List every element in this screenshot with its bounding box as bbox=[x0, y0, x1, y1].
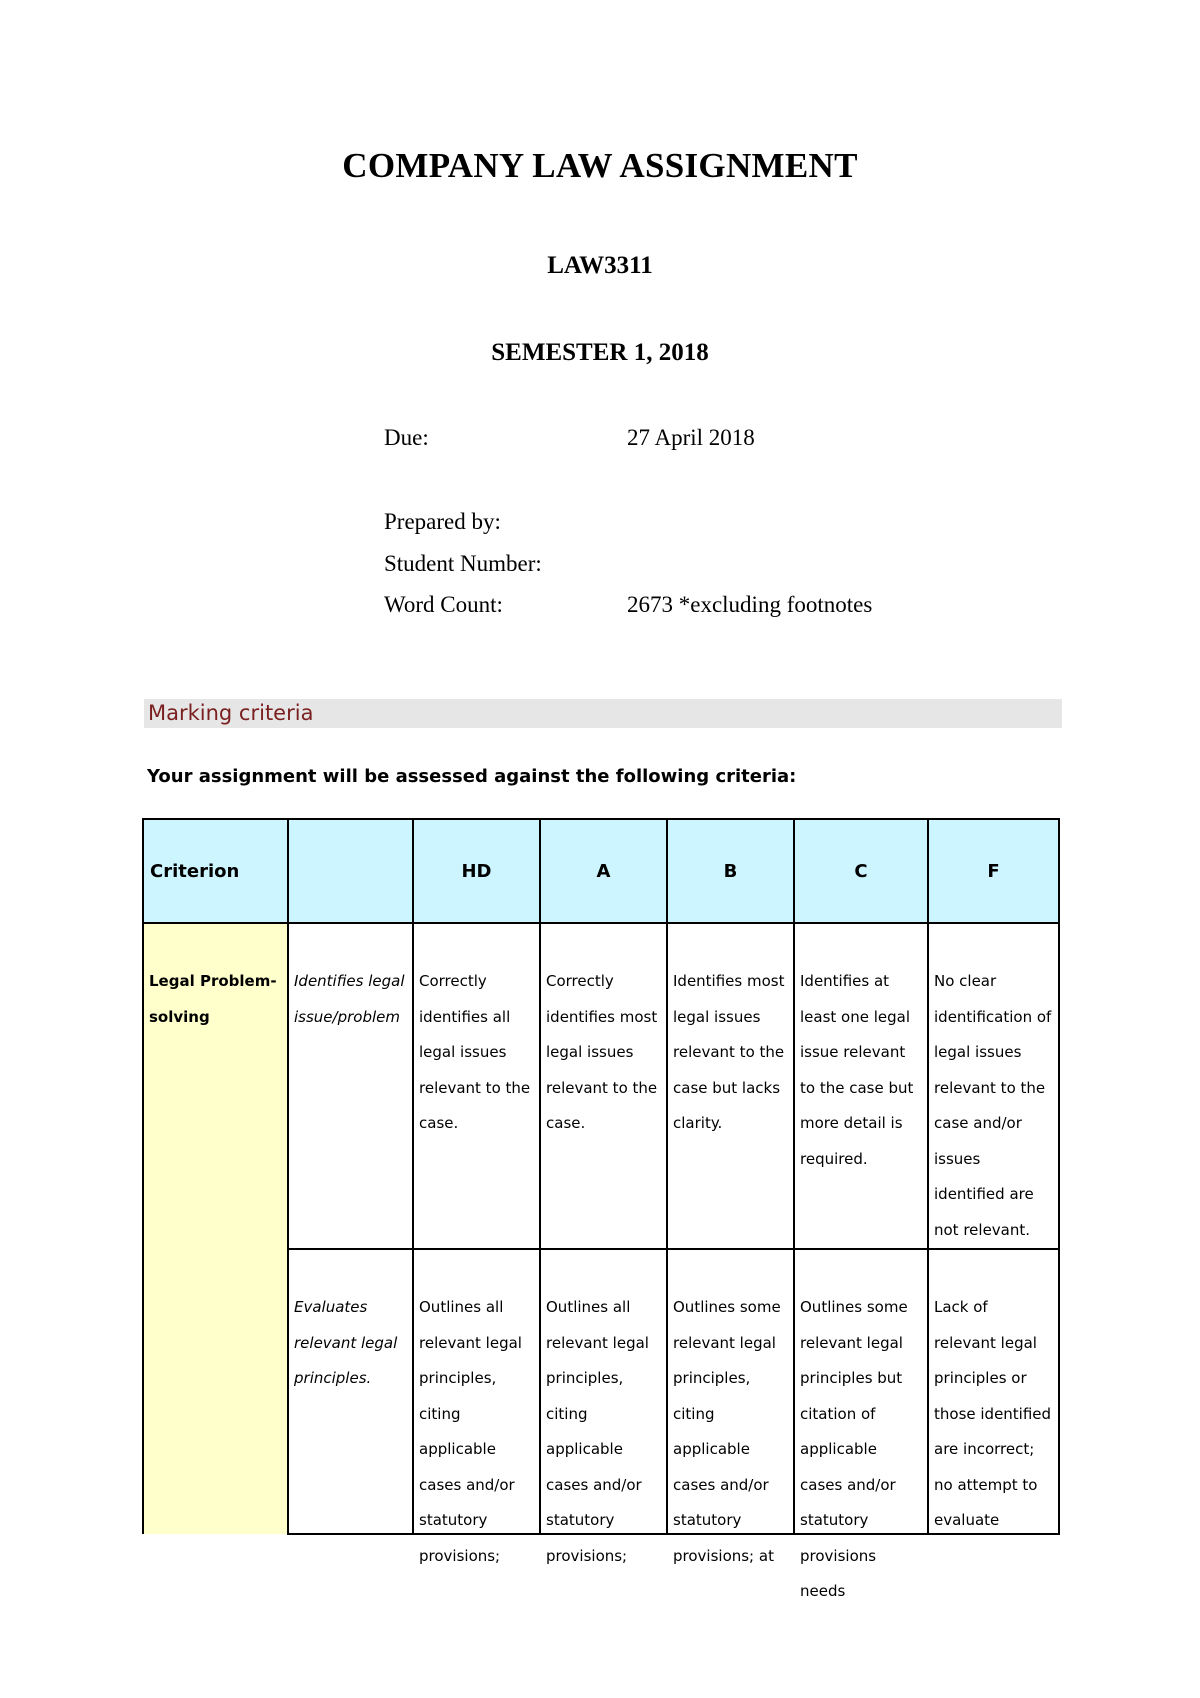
due-value: 27 April 2018 bbox=[627, 425, 755, 450]
course-code: LAW3311 bbox=[547, 252, 653, 279]
grade-c-cell bbox=[794, 1249, 928, 1600]
header-c: C bbox=[794, 819, 928, 923]
grade-a-cell: Correctly identifies most legal issues relevant to the case. bbox=[540, 923, 667, 1249]
sub-criterion: Identifies legal issue/problem bbox=[288, 923, 413, 1249]
student-number-label: Student Number: bbox=[384, 551, 542, 576]
sub-criterion bbox=[288, 1249, 413, 1534]
marking-criteria-table bbox=[142, 818, 1060, 1600]
cell-text: Outlines some relevant legal principles but citation of applicable cases and/or statutory provisions needs bbox=[800, 1298, 908, 1600]
cell-text: Evaluates relevant legal principles. bbox=[294, 1298, 398, 1387]
document-title: COMPANY LAW ASSIGNMENT bbox=[342, 146, 858, 185]
table-row bbox=[143, 923, 1059, 1249]
header-criterion: Criterion bbox=[143, 819, 288, 923]
due-label: Due: bbox=[384, 425, 429, 450]
word-count-value: 2673 *excluding footnotes bbox=[627, 592, 873, 617]
cell-text: Outlines all relevant legal principles, citing applicable cases and/or statutory provisions; bbox=[546, 1298, 649, 1565]
criterion-legal-problem-solving: Legal Problem-solving bbox=[143, 923, 288, 1534]
grade-hd-cell: Correctly identifies all legal issues relevant to the case. bbox=[413, 923, 540, 1249]
header-hd: HD bbox=[413, 819, 540, 923]
grade-f-cell bbox=[928, 1249, 1059, 1534]
cell-text: Outlines some relevant legal principles, citing applicable cases and/or statutory provisions; at bbox=[673, 1298, 781, 1565]
prepared-by-label: Prepared by: bbox=[384, 509, 501, 534]
intro-text: Your assignment will be assessed against the following criteria: bbox=[147, 766, 797, 787]
word-count-label: Word Count: bbox=[384, 592, 503, 617]
grade-c-cell: Identifies at least one legal issue relevant to the case but more detail is required. bbox=[794, 923, 928, 1249]
cell-text: Lack of relevant legal principles or those identified are incorrect; no attempt to evaluate bbox=[934, 1298, 1052, 1529]
table-header-row bbox=[143, 819, 1059, 923]
grade-b-cell bbox=[667, 1249, 794, 1565]
grade-f-cell: No clear identification of legal issues relevant to the case and/or issues identified are not relevant. bbox=[928, 923, 1059, 1249]
cell-text: Outlines all relevant legal principles, citing applicable cases and/or statutory provisions; bbox=[419, 1298, 522, 1565]
semester-heading: SEMESTER 1, 2018 bbox=[491, 339, 709, 366]
header-a: A bbox=[540, 819, 667, 923]
header-b: B bbox=[667, 819, 794, 923]
grade-hd-cell bbox=[413, 1249, 540, 1565]
grade-b-cell: Identifies most legal issues relevant to the case but lacks clarity. bbox=[667, 923, 794, 1249]
section-heading: Marking criteria bbox=[148, 701, 314, 725]
header-f: F bbox=[928, 819, 1059, 923]
section-heading-bar bbox=[144, 699, 1062, 728]
header-blank bbox=[288, 819, 413, 923]
grade-a-cell bbox=[540, 1249, 667, 1565]
